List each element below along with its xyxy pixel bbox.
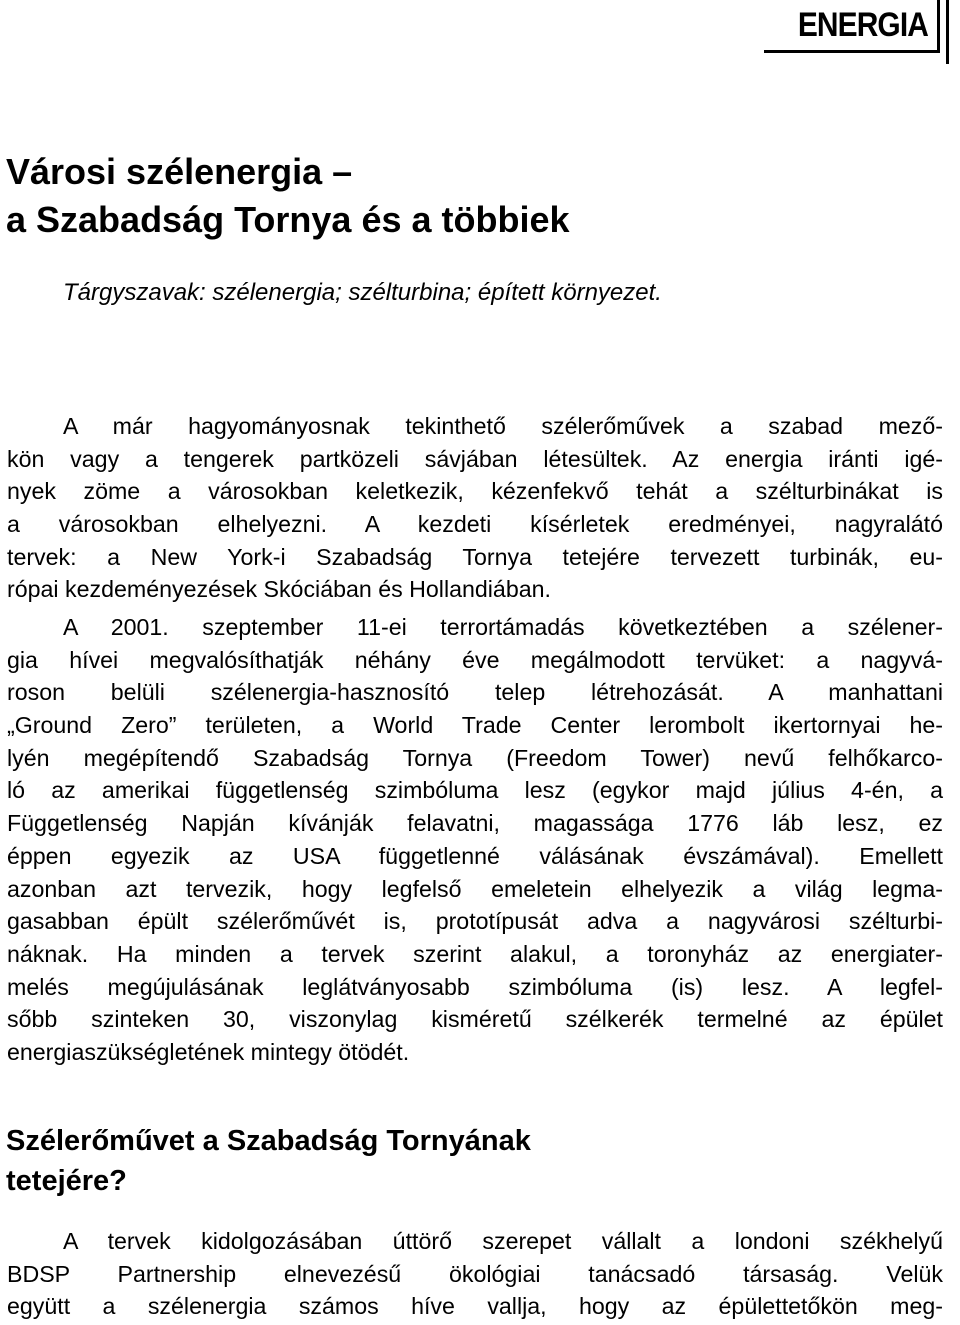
keywords-line: Tárgyszavak: szélenergia; szélturbina; épített környezet. (63, 279, 662, 306)
text-line: éppen egyezik az USA függetlenné válásának évszámával). Emellett (7, 842, 943, 869)
text-line: roson belüli szélenergia-hasznosító telep létrehozását. A manhattani (7, 679, 943, 706)
text-line: tervek: a New York-i Szabadság Tornya tetejére tervezett turbinák, eu- (7, 543, 943, 570)
text-line: energiaszükségletének mintegy ötödét. (7, 1038, 410, 1065)
text-line: Függetlenség Napján kívánják felavatni, magassága 1776 láb lesz, ez (7, 810, 943, 837)
paragraph-intro (7, 410, 943, 606)
text-line: nyek zöme a városokban keletkezik, kézenfekvő tehát a szélturbinákat is (7, 478, 943, 505)
subheading-line: Szélerőművet a Szabadság Tornyának (6, 1125, 531, 1157)
text-line: azonban azt tervezik, hogy legfelső emeletein elhelyezik a világ legma- (7, 875, 943, 902)
subheading-line: tetejére? (6, 1165, 127, 1197)
text-line: „Ground Zero” területen, a World Trade Center lerombolt ikertornyai he- (7, 712, 943, 739)
text-line: rópai kezdeményezések Skóciában és Hollandiában. (7, 576, 551, 603)
text-line: melés megújulásának leglátványosabb szimbóluma (is) lesz. A legfel- (7, 973, 943, 1000)
text-line: gia hívei megvalósíthatják néhány éve megálmodott tervüket: a nagyvá- (7, 646, 943, 673)
text-line: együtt a szélenergia számos híve vallja, hogy az épülettetőkön meg- (7, 1293, 943, 1320)
text-line: sőbb szinteken 30, viszonylag kisméretű szélkerék termelné az épület (7, 1006, 943, 1033)
text-line: a városokban elhelyezni. A kezdeti kísérletek eredményei, nagyralátó (7, 511, 943, 538)
title-line: Városi szélenergia – (6, 151, 353, 192)
text-line: lyén megépítendő Szabadság Tornya (Freedom Tower) nevű felhőkarco- (7, 744, 943, 771)
text-line: gasabban épült szélerőművét is, prototípusát adva a nagyvárosi szélturbi- (7, 908, 943, 935)
section-subheading (6, 1121, 531, 1201)
text-line: náknak. Ha minden a tervek szerint alakul, a toronyház az energiater- (7, 940, 943, 967)
paragraph-main (7, 611, 943, 1069)
article-title (6, 148, 570, 244)
title-line: a Szabadság Tornya és a többiek (6, 199, 570, 240)
text-line: BDSP Partnership elnevezésű ökológiai tanácsadó társaság. Velük (7, 1260, 943, 1287)
section-header-box (764, 0, 940, 53)
text-line: A 2001. szeptember 11-ei terrortámadás következtében a szélener- (63, 614, 943, 640)
text-line: A tervek kidolgozásában úttörő szerepet vállalt a londoni székhelyű (63, 1228, 943, 1254)
section-label: ENERGIA (797, 6, 928, 44)
text-line: ló az amerikai függetlenség szimbóluma lesz (egykor majd július 4-én, a (7, 777, 943, 804)
paragraph-continued (7, 1225, 943, 1323)
text-line: kön vagy a tengerek partközeli sávjában létesültek. Az energia iránti igé- (7, 445, 943, 472)
text-line: A már hagyományosnak tekinthető szélerőművek a szabad mező- (63, 413, 943, 439)
